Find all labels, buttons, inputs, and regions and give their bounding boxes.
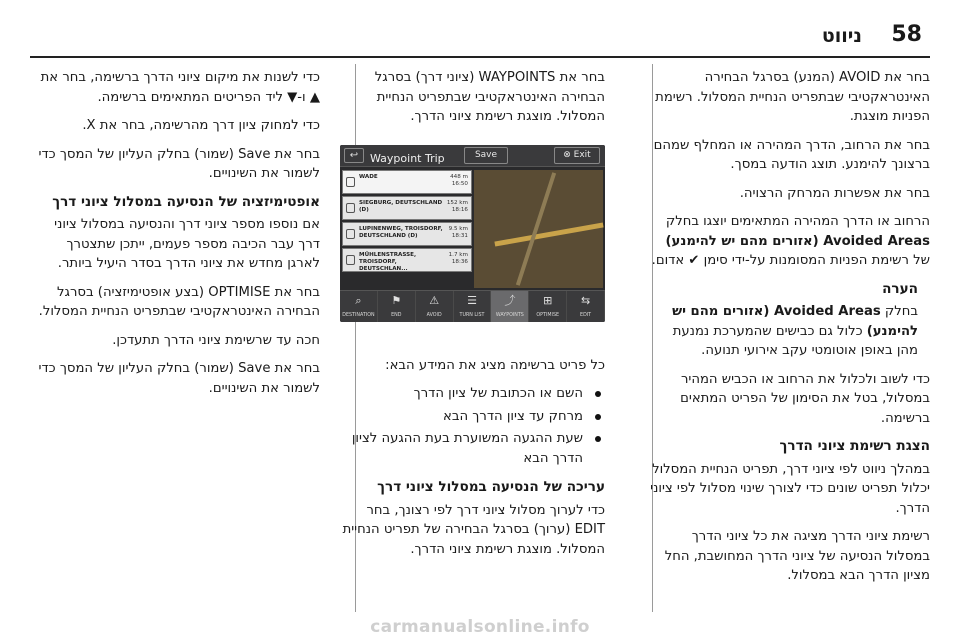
avoid-button[interactable]: ⚠ AVOID xyxy=(416,291,454,322)
column-left xyxy=(30,68,320,407)
list-item[interactable]: MÜHLENSTRASSE, TROISDORF, DEUTSCHLAN... 1.7 km 18:36 xyxy=(342,248,472,272)
paragraph: כל פריט ברשימה מציג את המידע הבא: xyxy=(385,357,605,373)
optimise-button[interactable]: ⊞ OPTIMISE xyxy=(529,291,567,322)
paragraph: כדי למחוק ציון דרך מהרשימה, בחר את X. xyxy=(82,118,320,133)
page-number: 58 xyxy=(891,22,922,47)
edit-button[interactable]: ⇆ EDIT xyxy=(567,291,605,322)
paragraph: כדי לשוב ולכלול את הרחוב או הכביש המהיר במסלול, בטל את הסימון של הפריט המתאים ברשימה. xyxy=(680,371,930,426)
paragraph: בחר את OPTIMISE (בצע אופטימיזציה) בסרגל הבחירה האינטראקטיבי שבתפריט הנחיית המסלול. xyxy=(38,284,320,319)
search-icon: ⌕ xyxy=(355,293,362,307)
waypoint-icon xyxy=(346,177,355,187)
paragraph: בחר את AVOID (המנע) בסרגל הבחירה האינטראקטיבי שבתפריט הנחיית המסלול. רשימת הפניות מוצגת. xyxy=(655,70,930,124)
optimise-icon: ⊞ xyxy=(543,293,553,307)
waypoint-icon xyxy=(346,229,355,239)
paragraph: במהלך ניווט לפי ציוני דרך, תפריט הנחיית המסלול יכלול תפריט שונים כדי לצורך שינוי מסלול לפי ציוני הדרך. xyxy=(650,461,930,516)
note-heading: הערה xyxy=(882,280,918,297)
turn-list-button[interactable]: ☰ TURN LIST xyxy=(454,291,492,322)
subheading: אופטימיזציה של הנסיעה במסלול ציוני דרך xyxy=(52,193,320,210)
paragraph: אם נוספו מספר ציוני דרך והנסיעה במסלול ציוני דרך עבר הכיבה מספר פעמים, ייתכן שתצטרך לארגן מחדש את ציוני הדרך בסדר היעיל ביותר. xyxy=(54,217,320,271)
waypoint-icon xyxy=(346,255,355,265)
subheading: עריכה של הנסיעה במסלול ציוני דרך xyxy=(377,479,605,495)
paragraph: בחר את Save (שמור) בחלק העליון של המסך כדי לשמור את השינויים. xyxy=(38,361,320,396)
save-button[interactable]: Save xyxy=(464,147,508,164)
map-road xyxy=(516,172,556,285)
header-rule xyxy=(30,56,930,58)
waypoint-icon xyxy=(346,203,355,213)
list-item: השם או הכתובת של ציון הדרך xyxy=(340,384,605,404)
list-item[interactable]: LUPINENWEG, TROISDORF, DEUTSCHLAND (D) 9.5 km 18:31 xyxy=(342,222,472,246)
paragraph: חכה עד שרשימת ציוני הדרך תתעדכן. xyxy=(112,332,320,348)
paragraph: בחר את הרחוב, הדרך המהירה או המחלף שמהם ברצונך להימנע. תוצג הודעה במסך. xyxy=(653,137,930,172)
list-item[interactable]: WADE 448 m 16:50 xyxy=(342,170,472,194)
paragraph: בחר את WAYPOINTS (ציוני דרך) בסרגל הבחירה האינטראקטיבי שבתפריט הנחיית המסלול. מוצגת רשימת ציוני הדרך. xyxy=(374,70,605,124)
paragraph: כדי לערוך מסלול ציוני דרך לפי רצונך, בחר EDIT (ערוך) בסרגל הבחירה של תפריט הנחיית המסלול. מוצגת רשימת ציוני הדרך. xyxy=(342,502,605,557)
destination-button[interactable]: ⌕ DESTINATION xyxy=(340,291,378,322)
list-item: שעת ההגעה המשוערת בעת ההגעה לציון הדרך הבא xyxy=(340,429,605,468)
map-view[interactable] xyxy=(474,170,603,288)
map-road xyxy=(494,222,603,246)
bullet-list xyxy=(340,384,605,468)
end-button[interactable]: ⚑ END xyxy=(378,291,416,322)
end-icon: ⚑ xyxy=(391,293,402,307)
waypoints-icon: ⤴ xyxy=(504,293,516,307)
edit-icon: ⇆ xyxy=(580,293,591,307)
paragraph: הרחוב או הדרך המהירה המתאימים יוצגו בחלק Avoided Areas (אזורים מהם יש להימנע) של רשימת הפניות המסומנות על-ידי סימן ✔ אדום. xyxy=(651,214,930,268)
back-icon[interactable]: ↩ xyxy=(344,148,364,163)
page-header xyxy=(30,22,930,52)
avoid-icon: ⚠ xyxy=(429,293,440,307)
watermark: carmanualsonline.info xyxy=(370,617,590,637)
column-middle xyxy=(340,68,605,568)
paragraph: בחר את Save (שמור) בחלק העליון של המסך כדי לשמור את השינויים. xyxy=(38,146,320,181)
waypoint-list xyxy=(342,170,472,274)
list-icon: ☰ xyxy=(467,293,477,307)
section-title: ניווט xyxy=(821,25,862,47)
note-text: בחלק Avoided Areas (אזורים מהם יש להימנע) כלול גם כבישים שהמערכת נמנעת מהן באופן אוטומטי עקב אירועי תנועה. xyxy=(672,304,918,358)
waypoint-screen-image xyxy=(340,145,605,322)
note-box xyxy=(648,280,930,361)
paragraph: רשימת ציוני הדרך מציגה את כל ציוני הדרך במסלול הנסיעה של ציוני הדרך המחושבת, החל מציון הדרך הבא במסלול. xyxy=(664,529,930,583)
column-right xyxy=(648,68,930,595)
exit-button[interactable]: ⊗ Exit xyxy=(554,147,600,164)
paragraph: בחר את אפשרות המרחק הרצויה. xyxy=(739,185,930,201)
list-item[interactable]: SIEGBURG, DEUTSCHLAND (D) 152 km 18:16 xyxy=(342,196,472,220)
waypoints-button[interactable]: ⤴ WAYPOINTS xyxy=(491,291,529,322)
screen-toolbar xyxy=(340,290,605,322)
screen-title: Waypoint Trip xyxy=(370,151,445,165)
paragraph: כדי לשנות את מיקום ציוני הדרך ברשימה, בחר את ▲ ו-▼ ליד הפריטים המתאימים ברשימה. xyxy=(40,70,320,105)
screen-titlebar xyxy=(340,145,605,167)
list-item: מרחק עד ציון הדרך הבא xyxy=(340,407,605,427)
subheading: הצגת רשימת ציוני הדרך xyxy=(779,438,930,454)
